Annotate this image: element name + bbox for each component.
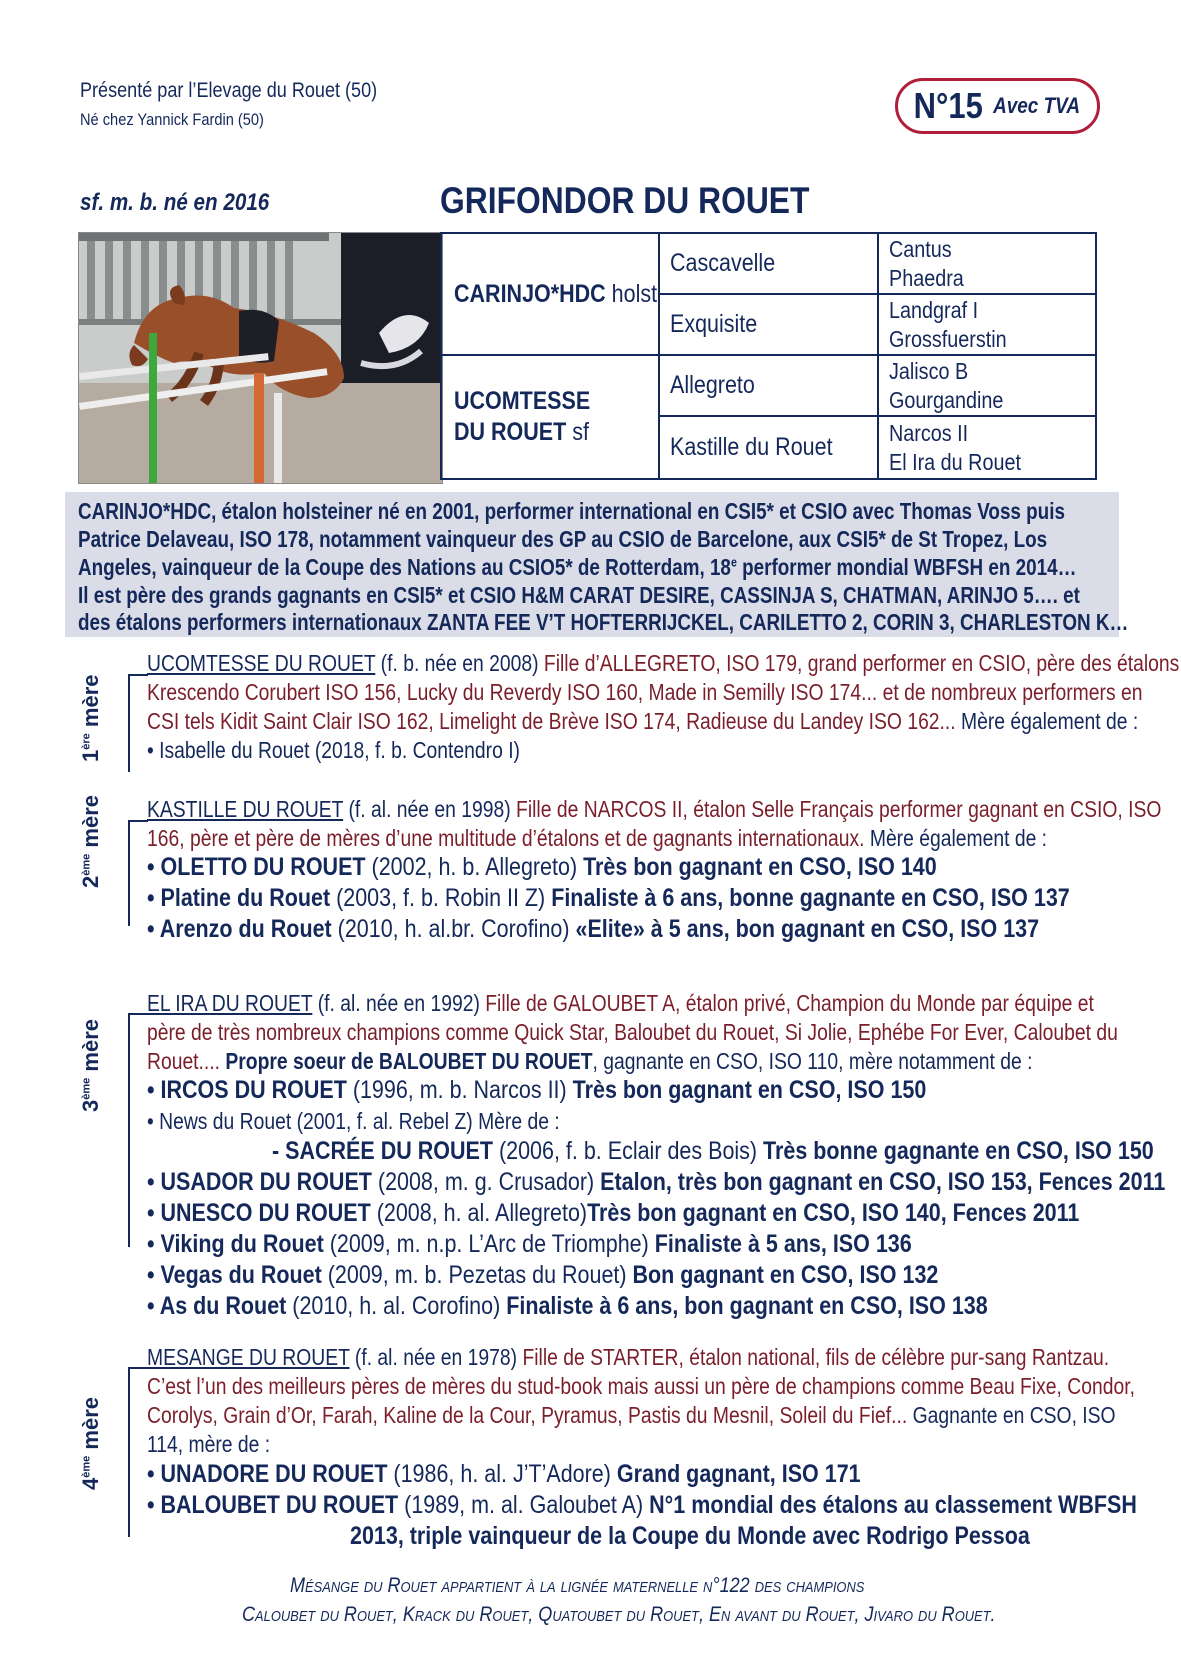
sire-text-line3a: Angeles, vainqueur de la Coupe des Nations au CSIO5* de Rotterdam, 18 (78, 554, 731, 580)
m3-o3-name: • USADOR DU ROUET (147, 1168, 372, 1196)
m4-o1-name: • UNADORE DU ROUET (147, 1460, 388, 1488)
m3-o7-res: Finaliste à 6 ans, bon gagnant en CSO, ISO 138 (506, 1292, 988, 1320)
m4-line4: 114, mère de : (147, 1431, 271, 1457)
m3-l1: Fille de GALOUBET A, étalon privé, Champion du Monde par équipe et (485, 990, 1094, 1016)
m3-label-word: mère (78, 1019, 103, 1078)
m3-o5-name: • Viking du Rouet (147, 1230, 324, 1258)
pedigree-ddd: El Ira du Rouet (889, 448, 1021, 475)
m1-info: (f. b. née en 2008) (375, 650, 544, 676)
m2-line2 (147, 825, 1047, 852)
m2-offspring-3 (147, 915, 1039, 944)
pedigree-sss: Cantus (889, 235, 952, 262)
m2-o3-res: «Elite» à 5 ans, bon gagnant en CSO, ISO 137 (575, 915, 1040, 943)
m3-o2a-res: Très bonne gagnante en CSO, ISO 150 (763, 1137, 1154, 1165)
m2-label-sup: ème (80, 853, 93, 876)
m1-l3-navy: Mère également de : (961, 708, 1139, 734)
presenter-text: Présenté par l’Elevage du Rouet (50) (80, 79, 378, 102)
m2-label-num: 2 (78, 875, 103, 888)
pedigree-dds: Narcos II (889, 419, 969, 446)
m4-info: (f. al. née en 1978) (349, 1344, 523, 1370)
m3-o5-res: Finaliste à 5 ans, ISO 136 (654, 1230, 912, 1258)
m3-l3-navy: , gagnante en CSO, ISO 110, mère notamment de : (592, 1048, 1033, 1074)
m2-o2-res: Finaliste à 6 ans, bonne gagnante en CSO, ISO 137 (551, 884, 1070, 912)
lot-tax: Avec TVA (993, 93, 1081, 118)
m3-label-sup: ème (80, 1077, 93, 1100)
m2-l2-navy: Mère également de : (869, 825, 1048, 851)
m3-label-num: 3 (78, 1099, 103, 1112)
m4-o1-res: Grand gagnant, ISO 171 (616, 1460, 861, 1488)
pedigree-sds: Landgraf I (889, 296, 979, 323)
sire-text-line2: Patrice Delaveau, ISO 178, notamment vainqueur des GP au CSIO de Barcelone, aux CSI5* de St Tropez, Los (78, 526, 1048, 552)
pedigree-ss (660, 234, 879, 295)
m3-o7-info: (2010, h. al. Corofino) (286, 1292, 507, 1320)
dam-name-line2: DU ROUET (454, 418, 567, 446)
m2-o2-info: (2003, f. b. Robin II Z) (330, 884, 552, 912)
sire-text-line4: Il est père des grands gagnants en CSI5* et CSIO H&M CARAT DESIRE, CASSINJA S, CHATMAN, ARINJO 5…. et (78, 582, 1080, 608)
m4-label-num: 4 (78, 1477, 103, 1490)
pedigree-dd-parents (879, 417, 1095, 478)
m4-label-word: mère (78, 1397, 103, 1456)
label-3eme-mere (78, 1019, 104, 1112)
m2-o1-name: • OLETTO DU ROUET (147, 853, 366, 881)
m1-l3-red: CSI tels Kidit Saint Clair ISO 162, Limelight de Brève ISO 174, Radieuse du Landey ISO 162... (147, 708, 962, 734)
m1-l1: Fille d’ALLEGRETO, ISO 179, grand performer en CSIO, père des étalons (543, 650, 1180, 676)
m3-line1 (147, 990, 1094, 1017)
dam-name-line1: UCOMTESSE (454, 387, 591, 415)
m3-line2: père de très nombreux champions comme Quick Star, Baloubet du Rouet, Si Jolie, Ephébe For Ever, Caloubet du (147, 1019, 1118, 1045)
m3-l3-bold: Propre soeur de BALOUBET DU ROUET (225, 1048, 593, 1074)
m2-offspring-1 (147, 853, 937, 882)
pedigree-ss-text: Cascavelle (670, 249, 776, 277)
m4-o2-info: (1989, m. al. Galoubet A) (398, 1491, 650, 1519)
m4-o2-res: N°1 mondial des étalons au classement WBFSH (649, 1491, 1137, 1519)
m3-o6-info: (2009, m. b. Pezetas du Rouet) (321, 1261, 633, 1289)
m4-l1: Fille de STARTER, étalon national, fils de célèbre pur-sang Rantzau. (522, 1344, 1110, 1370)
m3-o1-info: (1996, m. b. Narcos II) (346, 1076, 573, 1104)
sire-text-line3 (78, 554, 1076, 581)
m3-o1-res: Très bon gagnant en CSO, ISO 150 (572, 1076, 927, 1104)
footer-line1: Mésange du Rouet appartient à la lignée maternelle n°122 des champions (290, 1574, 865, 1597)
m1-label-sup: ère (80, 733, 93, 750)
pedigree-sire (442, 234, 660, 356)
m4-o1-info: (1986, h. al. J’T’Adore) (387, 1460, 617, 1488)
m1-line4: • Isabelle du Rouet (2018, f. b. Contendro I) (147, 737, 520, 763)
pedigree-ss-parents (879, 234, 1095, 295)
m2-line1 (147, 796, 1161, 823)
m3-o1-name: • IRCOS DU ROUET (147, 1076, 347, 1104)
dam-breed: sf (566, 418, 589, 446)
bracket-m2 (128, 820, 148, 926)
horse-photo (78, 232, 443, 484)
m3-o4-info: (2008, h. al. Allegreto) (370, 1199, 588, 1227)
m3-o6-res: Bon gagnant en CSO, ISO 132 (632, 1261, 939, 1289)
m4-l3-red: Corolys, Grain d’Or, Farah, Kaline de la Cour, Pyramus, Pastis du Mesnil, Soleil du Fief... (147, 1402, 913, 1428)
m4-line3 (147, 1402, 1116, 1429)
m2-o2-name: • Platine du Rouet (147, 884, 331, 912)
m4-offspring-2-cont: 2013, triple vainqueur de la Coupe du Monde avec Rodrigo Pessoa (350, 1522, 1030, 1550)
m1-name: UCOMTESSE DU ROUET (147, 650, 376, 676)
sire-text-line3b: performer mondial WBFSH en 2014… (736, 554, 1077, 580)
pedigree-sd-parents (879, 295, 1095, 356)
m3-offspring-3 (147, 1168, 1165, 1197)
m3-o3-res: Etalon, très bon gagnant en CSO, ISO 153, Fences 2011 (600, 1168, 1166, 1196)
m1-label-word: mère (78, 674, 103, 734)
sire-text-line5: des étalons performers internationaux ZANTA FEE V’T HOFTERRIJCKEL, CARILETTO 2, CORIN 3, CHARLESTON K… (78, 609, 1129, 635)
sire-text-sup: e (730, 554, 737, 570)
m3-line3 (147, 1048, 1032, 1075)
m4-offspring-2 (147, 1491, 1137, 1520)
m3-info: (f. al. née en 1992) (312, 990, 486, 1016)
m3-offspring-6 (147, 1261, 938, 1290)
m4-line1 (147, 1344, 1109, 1371)
m2-l1: Fille de NARCOS II, étalon Selle Français performer gagnant en CSIO, ISO (516, 796, 1162, 822)
m4-l3-navy: Gagnante en CSO, ISO (912, 1402, 1116, 1428)
m3-offspring-4 (147, 1199, 1079, 1228)
m2-name: KASTILLE DU ROUET (147, 796, 344, 822)
pedigree-sd (660, 295, 879, 356)
pedigree-sdd: Grossfuerstin (889, 325, 1007, 352)
sire-breed: holst (605, 279, 658, 308)
m3-offspring-2: • News du Rouet (2001, f. al. Rebel Z) Mère de : (147, 1108, 560, 1134)
bracket-m1 (128, 674, 148, 772)
label-2eme-mere (78, 795, 104, 888)
m3-o6-name: • Vegas du Rouet (147, 1261, 322, 1289)
m3-name: EL IRA DU ROUET (147, 990, 313, 1016)
m2-o1-res: Très bon gagnant en CSO, ISO 140 (583, 853, 937, 881)
m1-label-num: 1 (78, 749, 103, 762)
pedigree-dsd: Gourgandine (889, 386, 1004, 413)
m2-o3-info: (2010, h. al.br. Corofino) (331, 915, 576, 943)
sire-text-line1: CARINJO*HDC, étalon holsteiner né en 2001, performer international en CSI5* et CSIO avec Thomas Voss puis (78, 498, 1065, 524)
m4-offspring-1 (147, 1460, 861, 1489)
horse-name: GRIFONDOR DU ROUET (440, 180, 810, 221)
pedigree-table (440, 232, 1097, 480)
bracket-m4 (128, 1367, 148, 1537)
pedigree-sd-text: Exquisite (670, 310, 758, 338)
pedigree-dss: Jalisco B (889, 357, 969, 384)
breeder-text: Né chez Yannick Fardin (50) (80, 110, 264, 129)
pedigree-ds-parents (879, 356, 1095, 417)
label-4eme-mere (78, 1397, 104, 1490)
m3-o2a-info: (2006, f. b. Eclair des Bois) (492, 1137, 764, 1165)
m2-offspring-2 (147, 884, 1070, 913)
m2-o3-name: • Arenzo du Rouet (147, 915, 332, 943)
bracket-m3 (128, 1013, 148, 1247)
m3-o4-name: • UNESCO DU ROUET (147, 1199, 371, 1227)
horse-meta: sf. m. b. né en 2016 (80, 189, 270, 216)
m2-info: (f. al. née en 1998) (343, 796, 517, 822)
m3-o2a-name: - SACRÉE DU ROUET (272, 1137, 493, 1165)
m3-o4-res: Très bon gagnant en CSO, ISO 140, Fences 2011 (587, 1199, 1080, 1227)
m1-line1 (147, 650, 1179, 677)
pedigree-ds-text: Allegreto (670, 371, 755, 399)
m3-l3-red: Rouet.... (147, 1048, 226, 1074)
m2-o1-info: (2002, h. b. Allegreto) (365, 853, 584, 881)
m3-offspring-2a (272, 1137, 1154, 1166)
pedigree-dd (660, 417, 879, 478)
m4-o2-name: • BALOUBET DU ROUET (147, 1491, 399, 1519)
footer-line2: Caloubet du Rouet, Krack du Rouet, Quatoubet du Rouet, En avant du Rouet, Jivaro du Rouet. (242, 1603, 996, 1626)
m2-l2-red: 166, père et père de mères d’une multitude d’étalons et de gagnants internationaux. (147, 825, 870, 851)
m4-line2: C’est l’un des meilleurs pères de mères du stud-book mais aussi un père de champions comme Beau Fixe, Condor, (147, 1373, 1135, 1399)
m2-label-word: mère (78, 795, 103, 854)
pedigree-ds (660, 356, 879, 417)
m1-line3 (147, 708, 1138, 735)
m3-offspring-7 (147, 1292, 988, 1321)
m3-o5-info: (2009, m. n.p. L’Arc de Triomphe) (323, 1230, 655, 1258)
horse-jumping-image (79, 233, 442, 483)
pedigree-dd-text: Kastille du Rouet (670, 433, 833, 461)
lot-number: N°15 (913, 85, 983, 126)
m3-offspring-1 (147, 1076, 926, 1105)
m4-label-sup: ème (80, 1455, 93, 1478)
label-1ere-mere (78, 675, 104, 763)
sire-name: CARINJO*HDC (454, 279, 606, 308)
pedigree-ssd: Phaedra (889, 264, 964, 291)
m3-offspring-5 (147, 1230, 912, 1259)
sire-description (65, 492, 1129, 637)
lot-badge (895, 78, 1100, 134)
m1-line2: Krescendo Corubert ISO 156, Lucky du Reverdy ISO 160, Made in Semilly ISO 174... et de nombreux performers en (147, 679, 1143, 705)
m3-o3-info: (2008, m. g. Crusador) (371, 1168, 601, 1196)
m4-name: MESANGE DU ROUET (147, 1344, 350, 1370)
pedigree-dam (442, 356, 660, 478)
m3-o7-name: • As du Rouet (147, 1292, 287, 1320)
